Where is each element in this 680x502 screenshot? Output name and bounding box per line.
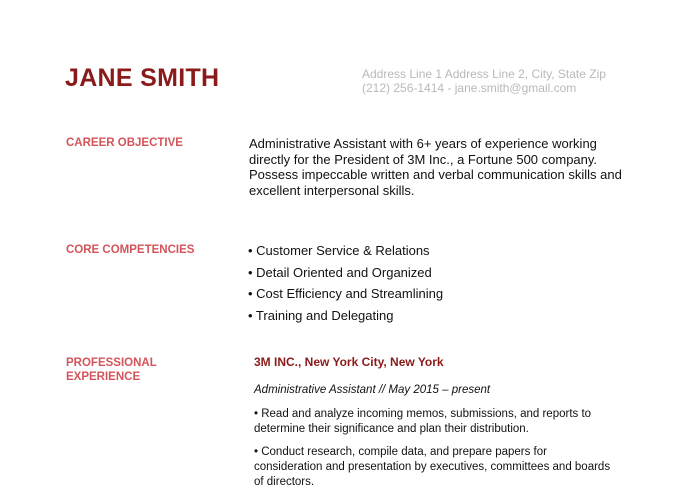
duty-item: • Read and analyze incoming memos, submissions, and reports to determine their significance and plan their distribution. [254,408,592,435]
competency-item: • Training and Delegating [248,307,394,323]
career-objective-heading: CAREER OBJECTIVE [66,137,183,149]
address-line: Address Line 1 Address Line 2, City, State Zip [362,67,606,81]
core-competencies-heading: CORE COMPETENCIES [66,244,195,256]
resume-name: JANE SMITH [65,64,220,92]
competency-item: • Customer Service & Relations [248,243,430,258]
competency-item: • Detail Oriented and Organized [248,264,432,280]
career-objective-text: Administrative Assistant with 6+ years of experience working directly for the President of 3M Inc., a Fortune 500 company. Possess impeccable written and verbal communication skills and excellent interpersonal skills. [249,136,622,198]
core-competencies-list [248,242,443,328]
contact-info [362,67,606,95]
experience-block [254,355,654,498]
duty-item: • Conduct research, compile data, and prepare papers for consideration and presentation by executives, committees and boards of directors. [254,446,611,488]
competency-item: • Cost Efficiency and Streamlining [248,286,444,301]
professional-experience-heading: PROFESSIONAL EXPERIENCE [66,357,157,383]
job-title: Administrative Assistant // May 2015 – present [254,384,491,396]
phone-email-line: (212) 256-1414 - jane.smith@gmail.com [362,81,577,95]
duties-list [254,407,654,490]
company-name: 3M INC., New York City, New York [254,355,444,369]
